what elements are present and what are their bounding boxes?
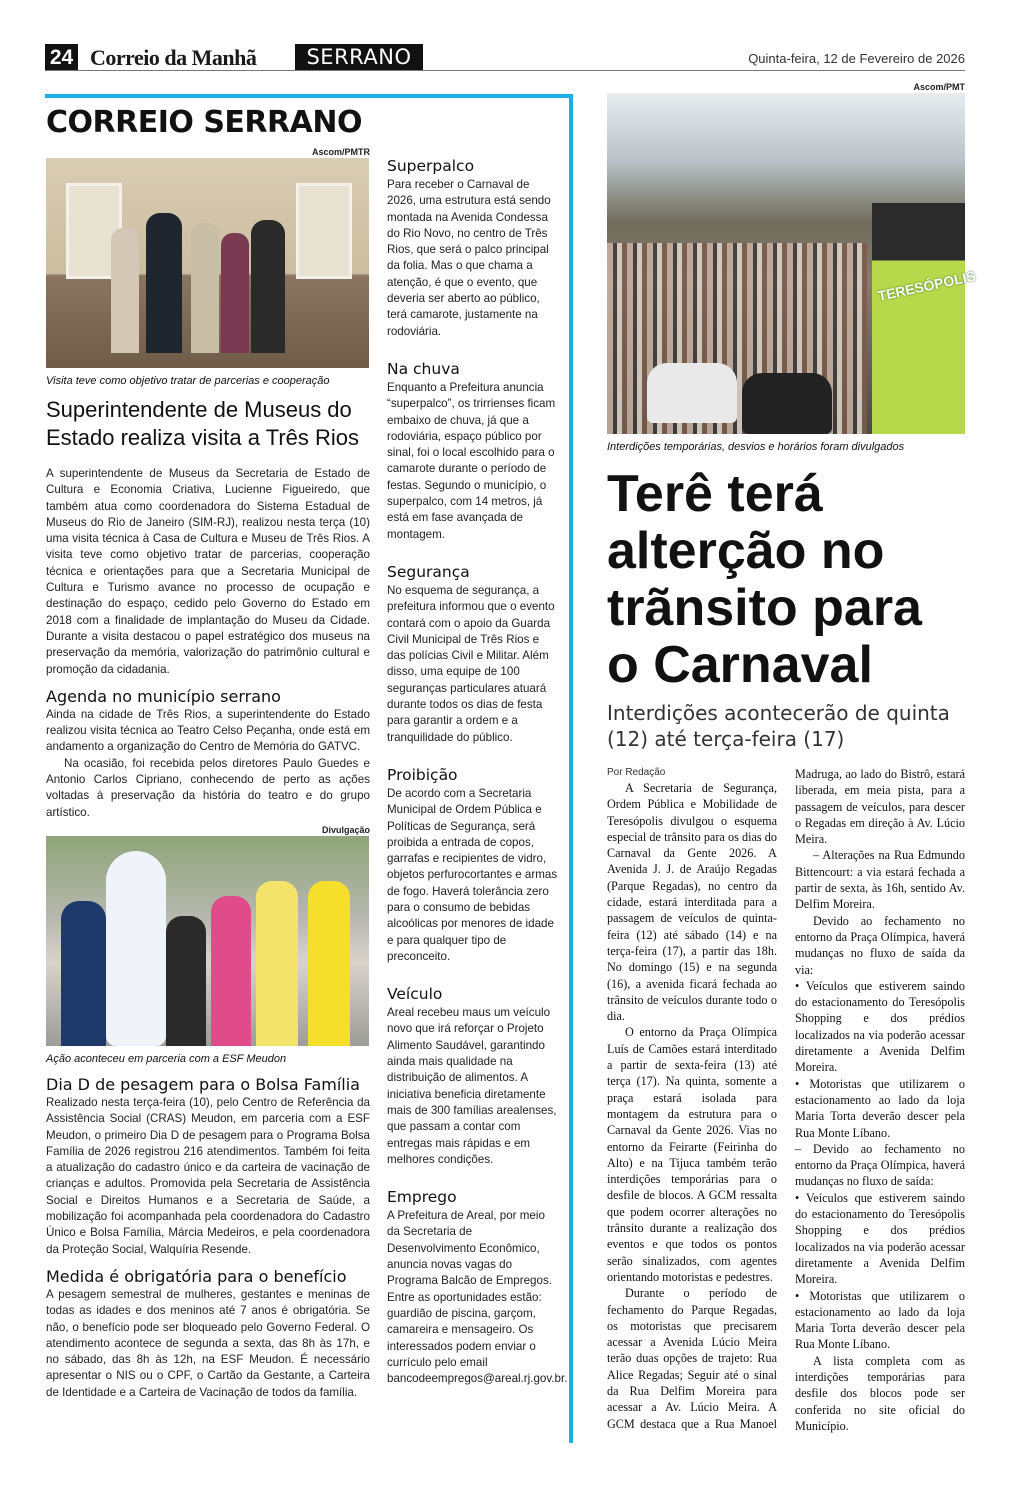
main-subtitle: Interdições acontecerão de quinta (12) até terça-feira (17) <box>607 701 950 751</box>
museum-visit-photo <box>46 158 369 368</box>
note-text: Para receber o Carnaval de 2026, uma estrutura está sendo montada na Avenida Condessa do Rio Novo, no centro de Três Rios, que será o palco principal da folia. Mas o que chama a atenção, é que o evento, que deveria ser aberto ao público, terá camarote, justamente na rodoviária. <box>387 178 551 338</box>
paragraph: Realizado nesta terça-feira (10), pelo Centro de Referência da Assistência Social (CRAS) Meudon, em parceria com a ESF Meudon, o primeiro Dia D de pesagem para o Programa Bolsa Família de 2026 registrou 216 atendimentos. Também foi feita a atualização do cadastro único e da carteira de vacinação de crianças e adultos. Promovida pela Secretaria de Assistência Social e Direitos Humanos e a Secretaria de Saúde, a mobilização foi acompanhada pela coordenadora do Cadastro Único e Bolsa Família, Márcia Medeiros, e pela coordenadora da Proteção Social, Walquíria Resende. <box>46 1095 370 1256</box>
photo-credit: Ascom/PMT <box>913 82 965 92</box>
note-title: Emprego <box>387 1188 457 1207</box>
paragraph: O entorno da Praça Olímpica Luís de Camões estará interditado a partir de sexta-feira (13) até terça (17). Na quinta, somente a praça estará isolada para montagem da estrutura para o Carnaval da Gente 2026. Vias no entorno da Feirarte (Feirinha do Alto) e na Tijuca também terão interdições temporárias para o desfile de blocos. A GCM ressalta que podem ocorrer alterações no trânsito durante a realização dos eventos e que todos os pontos serão sinalizados, com agentes orientando motoristas e pedestres. <box>607 1025 777 1284</box>
subhead: Dia D de pesagem para o Bolsa Família <box>46 1074 360 1094</box>
note-text: No esquema de segurança, a prefeitura informou que o evento contará com o apoio da Guarda Civil Municipal de Três Rios e das polícias Civil e Militar. Além disso, uma equipe de 100 seguranças particulares atuará durante todos os dias de festa para garantir a ordem e a tranquilidade do público. <box>387 583 555 744</box>
bullet-item: • Veículos que estiverem saindo do estacionamento do Teresópolis Shopping e dos prédios localizados na via poderão acessar diretamente a Avenida Delfim Moreira. <box>795 978 965 1075</box>
bullet-item: • Veículos que estiverem saindo do estacionamento do Teresópolis Shopping e dos prédios localizados na via poderão acessar diretamente a Avenida Delfim Moreira. <box>795 1190 965 1287</box>
notes-column <box>387 156 568 1406</box>
note-title: Segurança <box>387 562 470 581</box>
paragraph: – Alterações na Rua Edmundo Bittencourt: a via estará fechada a partir de sexta, às 16h, sentido Av. Delfim Moreira. <box>795 848 965 912</box>
photo-credit: Divulgação <box>321 824 370 835</box>
paragraph: Na ocasião, foi recebida pelos diretores Paulo Guedes e Antonio Carlos Cipriano, conhecendo de perto as ações voltadas à preservação da história do teatro e do grupo artístico. <box>46 756 370 819</box>
paragraph: A pesagem semestral de mulheres, gestantes e meninas de todas as idades e dos meninos até 7 anos é obrigatória. Se não, o benefício pode ser bloqueado pelo Governo Federal. O atendimento acontece de segunda a sexta, das 8h às 17h, e no sábado, das 8h às 12h, na ESF Meudon. É necessário apresentar o NIS ou o CPF, o Cartão da Gestante, a Carteira de Identidade e a Carteira de Vacinação de todos da família. <box>46 1287 370 1399</box>
main-article-body <box>607 766 965 1434</box>
photo-caption: Interdições temporárias, desvios e horários foram divulgados <box>607 441 905 453</box>
note-na-chuva <box>387 359 559 543</box>
photo-credit: Ascom/PMTR <box>311 147 370 157</box>
subhead: Medida é obrigatória para o benefício <box>46 1266 347 1286</box>
main-article <box>607 82 978 1434</box>
column-kicker: CORREIO SERRANO <box>46 105 362 140</box>
article-headline: Superintendente de Museus do Estado realiza visita a Três Rios <box>46 397 360 450</box>
paragraph: A superintendente de Museus da Secretaria de Estado de Cultura e Economia Criativa, Lucienne Figueiredo, que também atua como coordenadora do Sistema Estadual de Museus do Rio de Janeiro (SIM-RJ), realizou nesta terça (10) uma visita técnica à Casa de Cultura e Museu de Três Rios. A visita teve como objetivo tratar de parcerias, cooperação técnica e orientações para que a Secretaria Municipal de Cultura e Turismo avance no processo de ocupação e destinação do espaço, cedido pelo Governo do Estado em 2018 com a finalidade de implantação do Museu da Cidade. Durante a visita destacou o papel estratégico dos museus na preservação da memória, valorização do patrimônio cultural e promoção da cidadania. <box>46 467 370 676</box>
left-column <box>46 98 370 1401</box>
byline: Por Redação <box>607 767 666 778</box>
note-title: Superpalco <box>387 157 475 175</box>
note-title: Veículo <box>387 985 443 1004</box>
paragraph: A Secretaria de Segurança, Ordem Pública e Mobilidade de Teresópolis divulgou o esquema especial de trânsito para os dias do Carnaval da Gente 2026. A Avenida J. J. de Araújo Regadas (Parque Regadas), no centro da cidade, estará interditada para a passagem de veículos de quinta-feira (12) até sábado (14) e na terça-feira (17), a partir das 18h. No domingo (15) e na segunda (16), a avenida ficará fechada ao trânsito de veículos durante todo o dia. <box>607 781 777 1024</box>
article-body <box>46 466 370 821</box>
paragraph: Durante o período de fechamento do Parque Regadas, os motoristas que precisarem acessar a Avenida Lúcio Meira terão duas opções de trajeto: Rua Alice Regadas; Seguir até o sinal da Rua Delfim Moreira para acessar a Av. Lúcio Meira. A GCM destaca que a Rua Manoel Madruga, ao lado do Bistrô, estará liberada, em meia pista, para a passagem de veículos, para descer o Regadas em direção à Av. Lúcio Meira. <box>607 767 965 1431</box>
note-superpalco <box>387 156 559 340</box>
subhead: Agenda no município serrano <box>46 686 281 706</box>
masthead-logo: Correio da Manhã <box>90 45 257 70</box>
carnival-street-photo <box>607 93 978 434</box>
column-frame-right <box>569 94 573 1443</box>
note-emprego <box>387 1187 568 1387</box>
article-body <box>46 1075 370 1401</box>
issue-date: Quinta-feira, 12 de Fevereiro de 2026 <box>748 51 965 66</box>
stage-sign: TERESÓPOLIS <box>876 267 978 304</box>
note-title: Proibição <box>387 765 458 784</box>
paragraph: A lista completa com as interdições temporárias para desfile dos blocos pode ser conferida no site oficial do Município. <box>795 1353 965 1433</box>
note-proibicao <box>387 765 559 965</box>
paragraph: Devido ao fechamento no entorno da Praça Olímpica, haverá mudanças no fluxo de saída da via: <box>795 913 965 977</box>
note-text: Areal recebeu maus um veículo novo que irá reforçar o Projeto Alimento Saudável, garantindo ainda mais qualidade na distribuição de alimentos. A iniciativa beneficia diretamente mais de 300 famílias arealenses, que passam a contar com entregas mais rápidas e em melhores condições. <box>387 1006 557 1166</box>
photo-caption: Visita teve como objetivo tratar de parcerias e cooperação <box>46 375 330 387</box>
main-headline: Terê terá alterção no trãnsito para o Carnaval <box>607 465 922 694</box>
note-text: Enquanto a Prefeitura anuncia “superpalco”, os trirrienses ficam embaixo de chuva, já que a rodoviária, espaço público por sinal, foi o local escolhido para o camarote durante o período de festas. Segundo o município, o superpalco, com 14 metros, já está em fase avançada de montagem. <box>387 380 556 541</box>
note-title: Na chuva <box>387 359 460 378</box>
photo-caption: Ação aconteceu em parceria com a ESF Meudon <box>46 1052 287 1065</box>
paragraph: – Devido ao fechamento no entorno da Praça Olímpica, haverá mudanças no fluxo de saída: <box>795 1141 965 1189</box>
bullet-item: • Motoristas que utilizarem o estacionamento ao lado da loja Maria Torta deverão descer pela Rua Monte Líbano. <box>795 1288 965 1352</box>
section-label: SERRANO <box>295 44 423 70</box>
note-text: De acordo com a Secretaria Municipal de Ordem Pública e Políticas de Segurança, será proibida a entrada de copos, garrafas e recipientes de vidro, objetos perfurocortantes e armas de fogo. Haverá tolerância zero para o consumo de bebidas alcoólicas por menores de idade e para qualquer tipo de preconceito. <box>387 786 558 963</box>
note-veiculo <box>387 984 559 1168</box>
note-text: A Prefeitura de Areal, por meio da Secretaria de Desenvolvimento Econômico, anuncia novas vagas do Programa Balcão de Empregos. Entre as oportunidades estão: guardião de piscina, garçom, camareira e mensageiro. Os interessados podem enviar o currículo pelo email bancodeempregos@areal.rj.gov.br. <box>387 1209 568 1386</box>
note-seguranca <box>387 562 559 746</box>
page-number: 24 <box>45 44 78 71</box>
header-divider <box>45 70 965 71</box>
bullet-item: • Motoristas que utilizarem o estacionamento ao lado da loja Maria Torta deverão descer pela Rua Monte Líbano. <box>795 1076 965 1140</box>
bolsa-familia-photo <box>46 836 369 1046</box>
paragraph: Ainda na cidade de Três Rios, a superintendente do Estado realizou visita técnica ao Teatro Celso Peçanha, onde está em andamento a organização do Centro de Memória do GATVC. <box>46 707 370 754</box>
